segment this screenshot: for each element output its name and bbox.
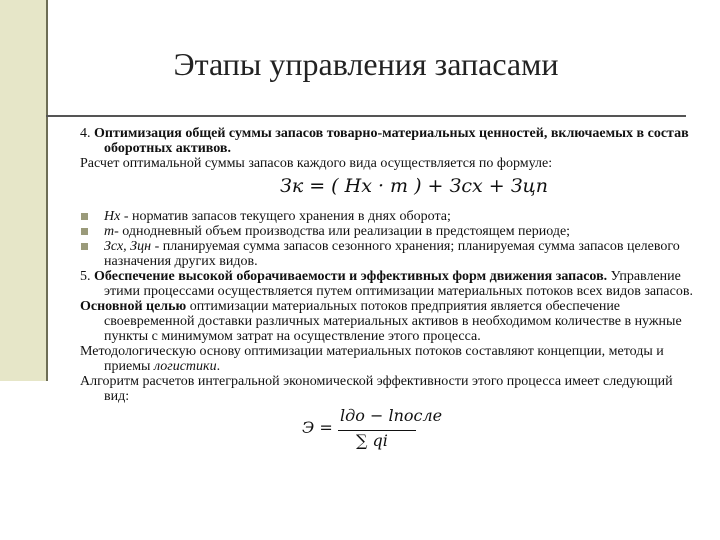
formula-lhs: Э = xyxy=(302,418,333,437)
legend-text: - планируемая сумма запасов сезонного хранения; планируемая сумма запасов целевого назначения других видов. xyxy=(104,239,680,269)
legend-item xyxy=(80,224,700,239)
slide-title: Этапы управления запасами xyxy=(173,46,559,82)
section-4-number: 4. xyxy=(80,126,94,141)
legend-symbol: m xyxy=(104,224,115,239)
legend-text: - однодневный объем производства или реализации в предстоящем периоде; xyxy=(114,224,571,239)
legend-item xyxy=(80,239,700,269)
section-4-heading: Оптимизация общей суммы запасов товарно-материальных ценностей, включаемых в состав оборотных активов. xyxy=(94,126,689,156)
goal-paragraph xyxy=(80,299,700,344)
section-5-text: Управление этими процессами осуществляется путем оптимизации материальных потоков всех видов запасов. xyxy=(104,269,693,299)
horizontal-rule xyxy=(46,115,686,117)
section-5-number: 5. xyxy=(80,269,94,284)
stock-formula: Зк = ( Нх · m ) + Зсх + Зцп xyxy=(280,175,549,197)
slide-content xyxy=(80,126,700,456)
formula-numerator: lдо − lпосле xyxy=(340,406,443,425)
bullet-icon xyxy=(81,228,88,235)
legend-symbol: Нх xyxy=(104,209,121,224)
formula-denominator: ∑ qi xyxy=(356,431,388,450)
bullet-icon xyxy=(81,213,88,220)
method-end: . xyxy=(216,359,221,374)
algorithm-paragraph: Алгоритм расчетов интегральной экономической эффективности этого процесса имеет следующий вид: xyxy=(80,374,673,404)
decorative-side-bar xyxy=(0,0,46,381)
section-5 xyxy=(80,269,700,299)
legend-text: - норматив запасов текущего хранения в днях оборота; xyxy=(120,209,451,224)
section-4 xyxy=(80,126,700,156)
legend-item xyxy=(80,209,700,224)
efficiency-formula xyxy=(80,408,700,456)
legend-symbol: Зсх, Зцн xyxy=(104,239,152,254)
section-5-heading: Обеспечение высокой оборачиваемости и эффективных форм движения запасов. xyxy=(94,269,608,284)
goal-text: оптимизации материальных потоков предприятия является обеспечение своевременной доставки различных материальных активов в необходимом количестве в нужные пункты с минимумом затрат на осуществление этого процесса. xyxy=(104,299,682,344)
method-text: Методологическую основу оптимизации материальных потоков составляют концепции, методы и приемы xyxy=(80,344,664,374)
formula-legend xyxy=(80,209,700,269)
method-paragraph xyxy=(80,344,700,374)
calc-intro: Расчет оптимальной суммы запасов каждого вида осуществляется по формуле: xyxy=(80,156,553,171)
goal-heading: Основной целью xyxy=(80,299,187,314)
method-italic: логистики xyxy=(153,359,217,374)
bullet-icon xyxy=(81,243,88,250)
